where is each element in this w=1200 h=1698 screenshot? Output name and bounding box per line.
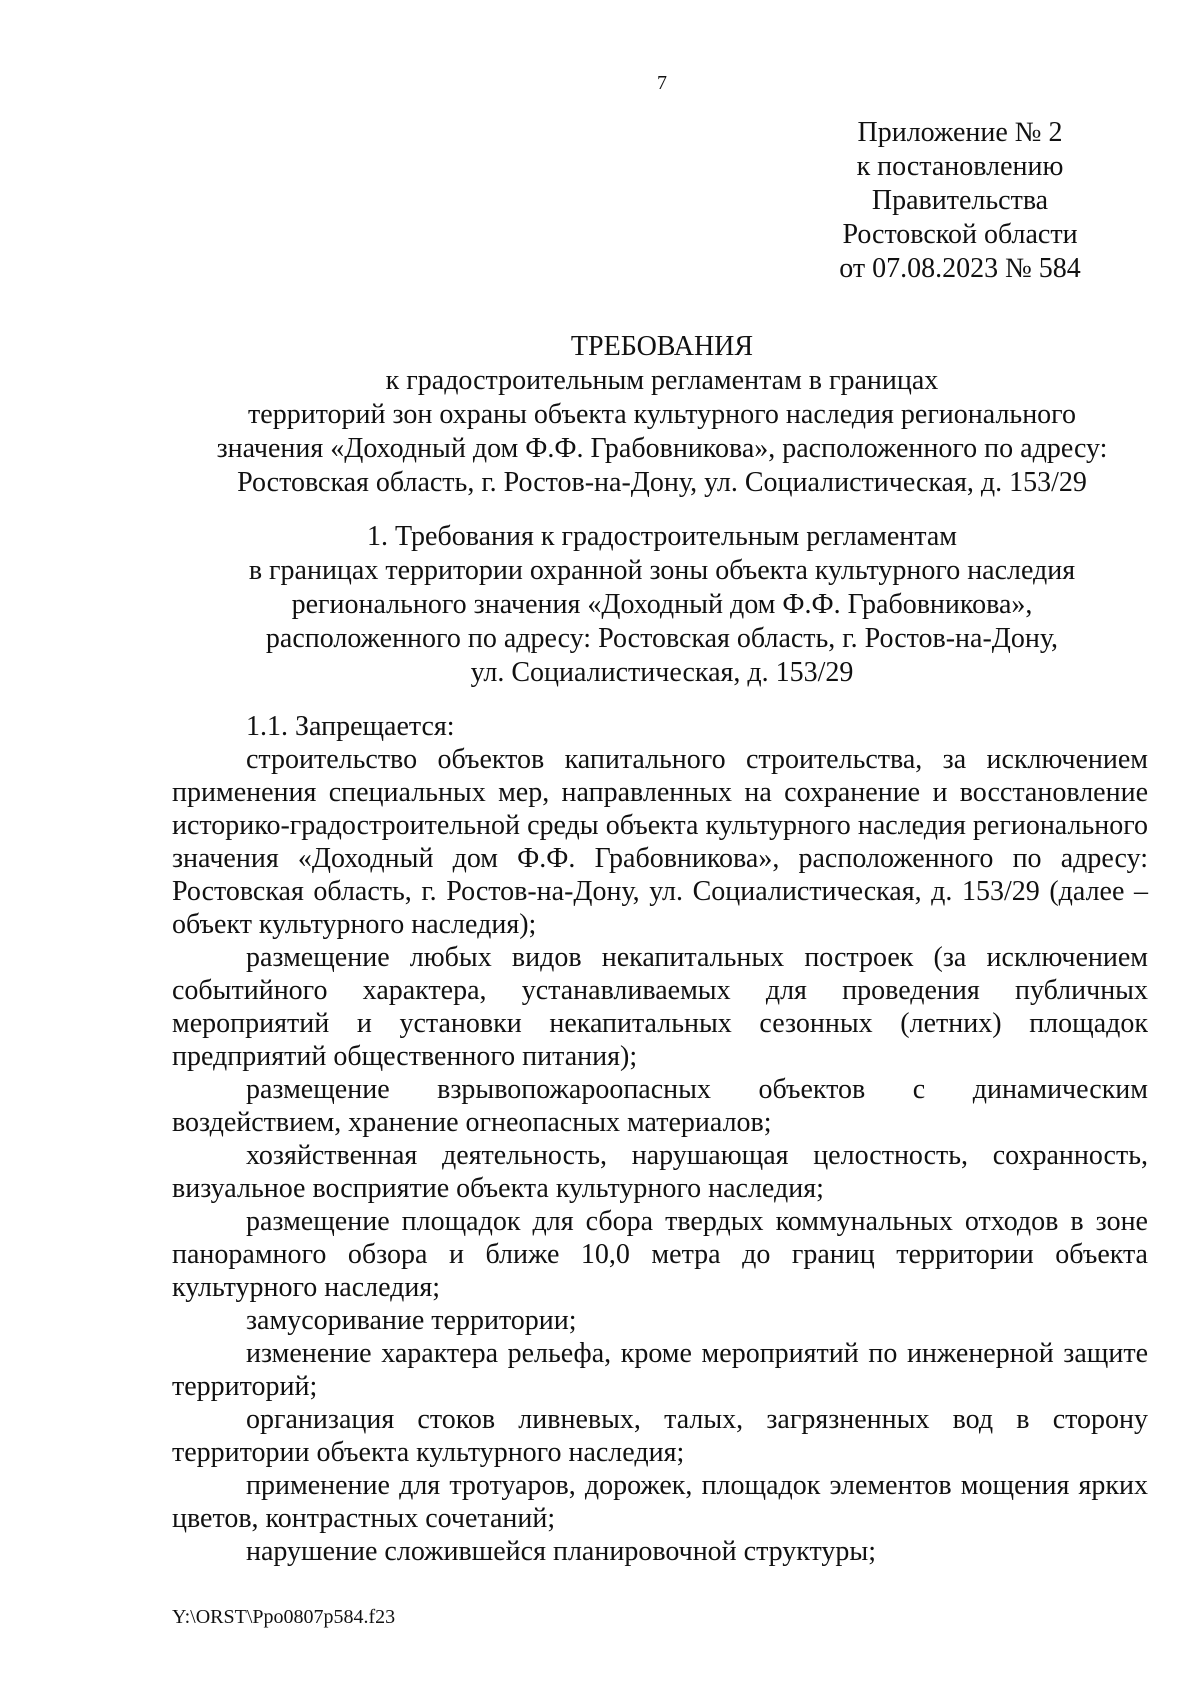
- title-line: Ростовская область, г. Ростов-на-Дону, ул. Социалистическая, д. 153/29: [237, 467, 1087, 498]
- section-heading-line: регионального значения «Доходный дом Ф.Ф. Грабовникова»,: [291, 589, 1033, 620]
- body-text: [172, 710, 1148, 1568]
- paragraph: изменение характера рельефа, кроме мероприятий по инженерной защите территорий;: [172, 1338, 1148, 1402]
- file-path-footer: Y:\ORST\Ppo0807p584.f23: [172, 1606, 396, 1628]
- appendix-line: Приложение № 2: [857, 117, 1063, 148]
- point-heading: 1.1. Запрещается:: [246, 711, 455, 742]
- paragraph: хозяйственная деятельность, нарушающая целостность, сохранность, визуальное восприятие объекта культурного наследия;: [172, 1140, 1148, 1204]
- title-main: ТРЕБОВАНИЯ: [570, 331, 754, 362]
- paragraph: размещение взрывопожароопасных объектов с динамическим воздействием, хранение огнеопасных материалов;: [172, 1074, 1148, 1138]
- section-heading-line: расположенного по адресу: Ростовская область, г. Ростов-на-Дону,: [265, 623, 1059, 654]
- paragraph: размещение площадок для сбора твердых коммунальных отходов в зоне панорамного обзора и ближе 10,0 метра до границ территории объекта культурного наследия;: [172, 1206, 1148, 1303]
- appendix-line: Правительства: [871, 185, 1049, 216]
- paragraph: организация стоков ливневых, талых, загрязненных вод в сторону территории объекта культурного наследия;: [172, 1404, 1148, 1468]
- title-line: к градостроительным регламентам в границах: [385, 365, 939, 396]
- title-line: территорий зон охраны объекта культурного наследия регионального: [248, 399, 1076, 430]
- document-title: [172, 330, 1152, 500]
- section-heading-line: 1. Требования к градостроительным регламентам: [367, 521, 957, 552]
- paragraph: замусоривание территории;: [246, 1305, 577, 1336]
- paragraph: нарушение сложившейся планировочной структуры;: [246, 1536, 876, 1567]
- page-number: 7: [657, 72, 667, 94]
- section-heading-line: в границах территории охранной зоны объекта культурного наследия: [248, 555, 1076, 586]
- section-heading: [172, 520, 1152, 690]
- paragraph: строительство объектов капитального строительства, за исключением применения специальных мер, направленных на сохранение и восстановление историко-градостроительной среды объекта культурного наследия регионального значения «Доходный дом Ф.Ф. Грабовникова», расположенного по адресу: Ростовская область, г. Ростов-на-Дону, ул. Социалистическая, д. 153/29 (далее – объект культурного наследия);: [172, 744, 1148, 940]
- title-line: значения «Доходный дом Ф.Ф. Грабовникова», расположенного по адресу:: [216, 433, 1108, 464]
- appendix-line: к постановлению: [856, 151, 1064, 182]
- appendix-line: от 07.08.2023 № 584: [839, 253, 1081, 284]
- appendix-header: [810, 116, 1110, 286]
- paragraph: применение для тротуаров, дорожек, площадок элементов мощения ярких цветов, контрастных сочетаний;: [172, 1470, 1148, 1534]
- section-heading-line: ул. Социалистическая, д. 153/29: [470, 657, 854, 688]
- paragraph: размещение любых видов некапитальных построек (за исключением событийного характера, устанавливаемых для проведения публичных мероприятий и установки некапитальных сезонных (летних) площадок предприятий общественного питания);: [172, 942, 1148, 1072]
- appendix-line: Ростовской области: [842, 219, 1078, 250]
